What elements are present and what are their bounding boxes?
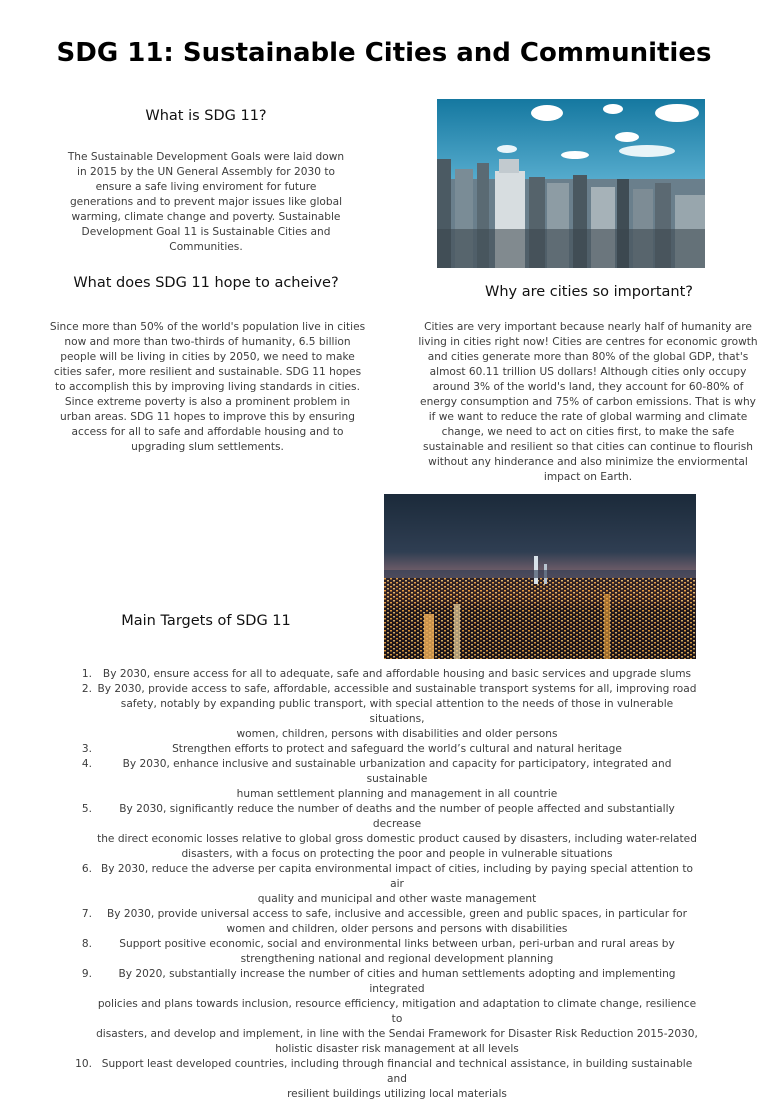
text-line: women and children, older persons and persons with disabilities: [226, 923, 568, 935]
text-line: Support least developed countries, including through financial and technical assistance, in building sustainable and: [101, 1058, 693, 1085]
text-line: upgrading slum settlements.: [131, 441, 284, 453]
text-line: holistic disaster risk management at all levels: [275, 1043, 519, 1055]
list-item: [70, 667, 698, 682]
text-line: warming, climate change and poverty. Sustainable: [71, 211, 341, 223]
text-line: Since extreme poverty is also a prominent problem in: [64, 396, 351, 408]
item-number: 3.: [81, 743, 92, 755]
list-item: [70, 742, 698, 757]
text-line: Communities.: [169, 241, 243, 253]
text-line: ensure a safe living enviroment for future: [95, 181, 317, 193]
text-line: to accomplish this by improving living standards in cities.: [55, 381, 360, 393]
text-line: around 3% of the world's land, they account for 60-80% of: [432, 381, 744, 393]
text-line: By 2030, significantly reduce the number of deaths and the number of people affected and substantially decrease: [119, 803, 675, 830]
text-line: change, we need to act on cities first, to make the safe: [441, 426, 735, 438]
item-number: 6.: [81, 863, 92, 875]
list-item: [70, 682, 698, 742]
text-line: Cities are very important because nearly half of humanity are: [424, 321, 752, 333]
list-item: [70, 907, 698, 937]
text-line: By 2020, substantially increase the number of cities and human settlements adopting and implementing integrated: [118, 968, 676, 995]
list-item: [70, 862, 698, 907]
text-line: without any hinderance and also minimize the enviormental: [428, 456, 748, 468]
text-line: women, children, persons with disabilities and older persons: [236, 728, 558, 740]
item-number: 2.: [81, 683, 92, 695]
item-number: 10.: [75, 1058, 92, 1070]
what-is-paragraph: [46, 150, 366, 255]
text-line: urban areas. SDG 11 hopes to improve this by ensuring: [60, 411, 355, 423]
why-heading: Why are cities so important?: [485, 284, 693, 300]
text-line: disasters, with a focus on protecting the poor and people in vulnerable situations: [181, 848, 613, 860]
text-line: impact on Earth.: [543, 471, 633, 483]
list-item: [70, 757, 698, 802]
text-line: generations and to prevent major issues like global: [69, 196, 343, 208]
item-number: 1.: [81, 668, 92, 680]
text-line: quality and municipal and other waste management: [257, 893, 537, 905]
text-line: By 2030, ensure access for all to adequate, safe and affordable housing and basic services and upgrade slums: [102, 668, 692, 680]
text-line: human settlement planning and management in all countrie: [236, 788, 558, 800]
text-line: disasters, and develop and implement, in line with the Sendai Framework for Disaster Risk Reduction 2015-2030,: [96, 1028, 698, 1040]
what-is-heading: What is SDG 11?: [145, 108, 267, 124]
text-line: almost 60.11 trillion US dollars! Although cities only occupy: [429, 366, 747, 378]
list-item: [70, 802, 698, 862]
text-line: if we want to reduce the rate of global warming and climate: [428, 411, 748, 423]
targets-list: [70, 667, 698, 1102]
text-line: now and more than two-thirds of humanity, 6.5 billion: [64, 336, 351, 348]
text-line: Strengthen efforts to protect and safeguard the world’s cultural and natural heritage: [172, 743, 622, 755]
text-line: Support positive economic, social and environmental links between urban, peri-urban and rural areas by: [119, 938, 675, 950]
text-line: The Sustainable Development Goals were laid down: [67, 151, 345, 163]
text-line: Since more than 50% of the world's population live in cities: [49, 321, 366, 333]
targets-heading: Main Targets of SDG 11: [121, 613, 291, 629]
list-item: [70, 937, 698, 967]
text-line: By 2030, provide access to safe, affordable, accessible and sustainable transport systems for all, improving road: [97, 683, 697, 695]
text-line: people will be living in cities by 2050, we need to make: [60, 351, 355, 363]
text-line: the direct economic losses relative to global gross domestic product caused by disasters, including water-related: [97, 833, 697, 845]
text-line: policies and plans towards inclusion, resource efficiency, mitigation and adaptation to climate change, resilience to: [97, 998, 697, 1025]
text-line: in 2015 by the UN General Assembly for 2030 to: [77, 166, 335, 178]
text-line: sustainable and resilient so that cities can continue to flourish: [423, 441, 753, 453]
text-line: By 2030, reduce the adverse per capita environmental impact of cities, including by paying special attention to air: [100, 863, 694, 890]
list-item: [70, 1057, 698, 1102]
why-paragraph: [414, 320, 762, 485]
hope-paragraph: [40, 320, 375, 455]
text-line: access for all to safe and affordable housing and to: [71, 426, 344, 438]
daytime-city-image: [437, 99, 705, 268]
item-number: 8.: [81, 938, 92, 950]
text-line: safety, notably by expanding public transport, with special attention to the needs of those in vulnerable situations,: [120, 698, 674, 725]
hope-heading: What does SDG 11 hope to acheive?: [73, 275, 339, 291]
list-item: [70, 967, 698, 1057]
night-city-image: [384, 494, 696, 659]
text-line: strengthening national and regional development planning: [240, 953, 554, 965]
item-number: 9.: [81, 968, 92, 980]
text-line: By 2030, provide universal access to safe, inclusive and accessible, green and public spaces, in particular for: [106, 908, 688, 920]
page-title: SDG 11: Sustainable Cities and Communities: [56, 38, 712, 68]
item-number: 7.: [81, 908, 92, 920]
text-line: cities safer, more resilient and sustainable. SDG 11 hopes: [53, 366, 362, 378]
item-number: 5.: [81, 803, 92, 815]
text-line: Development Goal 11 is Sustainable Cities and: [81, 226, 331, 238]
text-line: and cities generate more than 80% of the global GDP, that's: [427, 351, 749, 363]
text-line: energy consumption and 75% of carbon emissions. That is why: [420, 396, 756, 408]
text-line: By 2030, enhance inclusive and sustainable urbanization and capacity for participatory, integrated and sustainable: [122, 758, 672, 785]
text-line: resilient buildings utilizing local materials: [287, 1088, 507, 1100]
item-number: 4.: [81, 758, 92, 770]
text-line: living in cities right now! Cities are centres for economic growth: [418, 336, 758, 348]
